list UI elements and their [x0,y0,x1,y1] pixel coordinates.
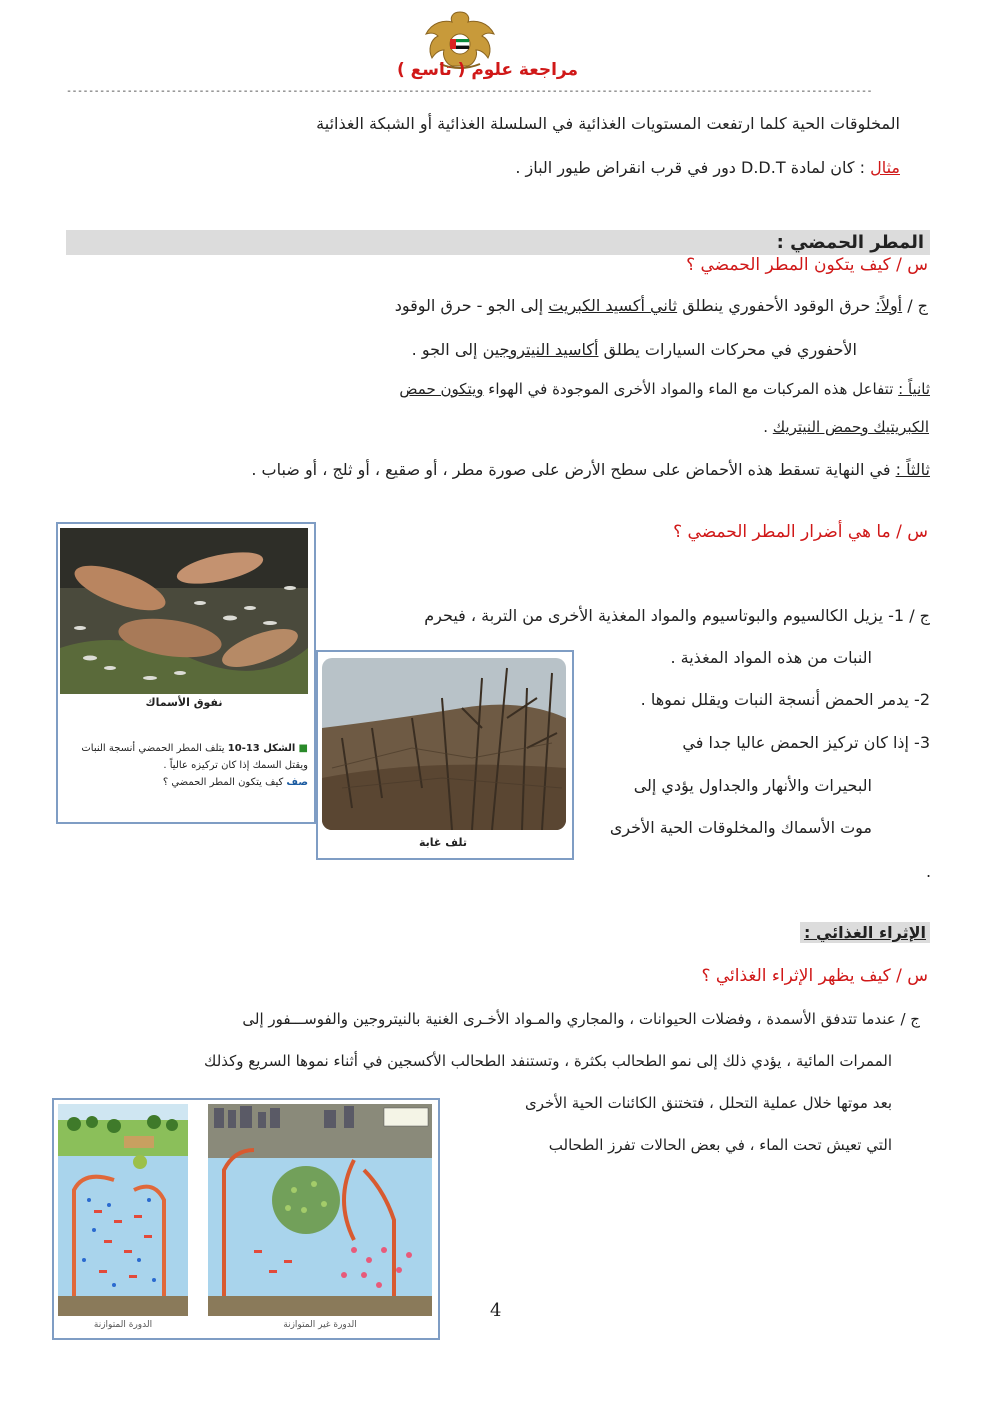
section-heading-acid-rain: المطر الحمضي : [66,230,930,255]
answer-prefix: ج / [902,296,928,315]
damage-3-dot: . [926,862,932,881]
second-text: تتفاعل هذه المركبات مع الماء والمواد الأخرى الموجودة في الهواء [483,380,899,398]
question-acid-rain-damage: س / ما هي أضرار المطر الحمضي ؟ [673,522,928,542]
answer-second-line2 [529,418,929,436]
question-eutrophication: س / كيف يظهر الإثراء الغذائي ؟ [701,966,928,986]
damage-2: 2- يدمر الحمض أنسجة النبات ويقلل نموها . [640,690,930,709]
header-divider: -------------------------------------------------------------------------------------------------------------------------------------------------- [66,86,872,97]
eutrophication-line-4: التي تعيش تحت الماء ، في بعض الحالات تفرز الطحالب [548,1136,892,1154]
answer-second-line [150,380,930,398]
caption-q-label: صف [286,777,308,788]
figure-unbalanced-caption: الدورة غير المتوازنة [283,1320,357,1330]
damage-3-line1: 3- إذا كان تركيز الحمض عاليا جدا في [682,733,930,752]
figure-nutrient-cycles [52,1098,440,1340]
first-text-b: إلى الجو - حرق الوقود [394,296,549,315]
sulfuric-nitric-acids: الكبريتيك وحمض النيتريك [772,418,929,436]
figure-dead-fish-title: نفوق الأسماك [145,696,223,709]
caption-line-2: ويقتل السمك إذا كان تركيزه عالياً . [163,760,308,771]
page-number: 4 [490,1300,502,1321]
figure-forest-caption: تلف غابة [419,836,467,849]
example-label: مثال [870,158,900,177]
section-heading-eutrophication: الإثراء الغذائي : [800,922,930,943]
example-line [200,158,900,177]
second-label: ثانياً : [898,380,930,398]
nitrogen-oxides: أكاسيد النيتروجين [482,340,599,359]
first-line2-a: الأحفوري في محركات السيارات يطلق [598,340,857,359]
damage-1-line2: النبات من هذه المواد المغذية . [670,648,872,667]
sulfur-dioxide: ثاني أكسيد الكبريت [548,296,678,315]
eutrophication-line-3: بعد موتها خلال عملية التحلل ، فتختنق الكائنات الحية الأخرى [525,1094,892,1112]
answer-third-line [130,460,930,479]
third-label: ثالثاً : [895,460,930,479]
caption-num: الشكل 13-10 [227,743,296,754]
caption-q: كيف يتكون المطر الحمضي ؟ [162,777,284,788]
page-title: مراجعة علوم ( تاسع ) [396,60,579,80]
second-form: ويتكون حمض [399,380,484,398]
caption-line-1: ■ الشكل 13-10 يتلف المطر الحمضي أنسجة النبات [81,743,308,754]
damage-1-line1: ج / 1- يزيل الكالسيوم والبوتاسيوم والمواد المغذية الأخرى من التربة ، فيحرم [424,606,930,625]
first-text-a: حرق الوقود الأحفوري ينطلق [677,296,876,315]
intro-line: المخلوقات الحية كلما ارتفعت المستويات الغذائية في السلسلة الغذائية أو الشبكة الغذائية [316,114,900,133]
eutrophication-line-1: ج / عندما تتدفق الأسمدة ، وفضلات الحيوانات ، والمجاري والمـواد الأخـرى الغنية بالنيتروجين والفوســـفور إلى [242,1010,920,1028]
damage-3-line2: البحيرات والأنهار والجداول يؤدي إلى [633,776,872,795]
third-text: في النهاية تسقط هذه الأحماض على سطح الأرض على صورة مطر ، أو صقيع ، أو ثلج ، أو ضباب . [251,460,896,479]
first-line2-b: إلى الجو . [411,340,483,359]
damage-3-line3: موت الأسماك والمخلوقات الحية الأخرى [609,818,872,837]
caption-line-3 [68,774,308,791]
question-acid-rain-formation: س / كيف يتكون المطر الحمضي ؟ [686,255,928,275]
caption-line1: يتلف المطر الحمضي أنسجة النبات [81,743,225,754]
first-label: أولاً: [875,296,903,315]
dead-fish-photo [60,528,308,694]
figure-dead-fish [56,522,316,824]
example-text: : كان لمادة D.D.T دور في قرب انقراض طيور الباز . [515,158,871,177]
eutrophication-line-2: الممرات المائية ، يؤدي ذلك إلى نمو الطحالب بكثرة ، وتستنفد الطحالب الأكسجين في أثناء نموها السريع وكذلك [204,1052,892,1070]
answer-first-line [148,296,928,315]
answer-first-line2 [157,340,857,359]
nutrient-cycle-diagram [54,1100,438,1338]
figure-dead-fish-caption [68,740,308,791]
figure-balanced-caption: الدورة المتوازنة [93,1320,153,1330]
second-line2-end: . [763,418,773,436]
